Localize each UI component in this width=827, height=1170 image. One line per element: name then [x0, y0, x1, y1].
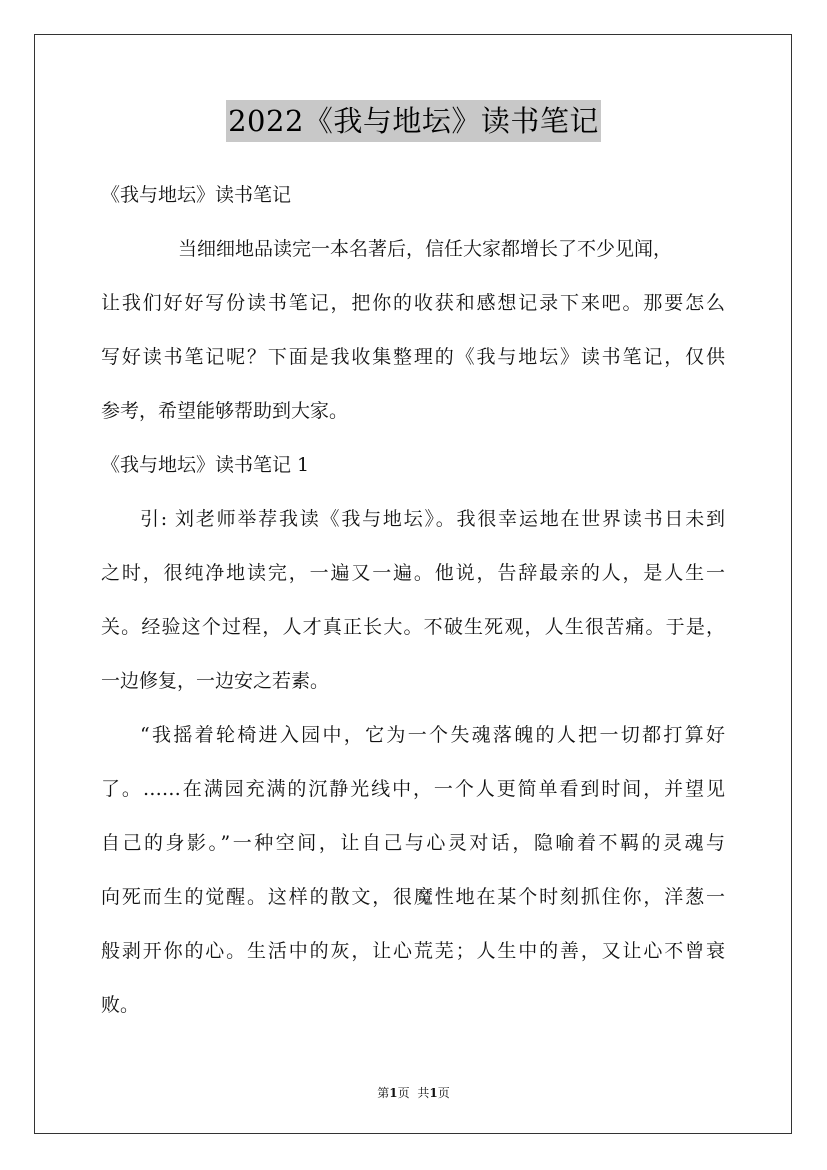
- para1-line-4: 一边修复，一边安之若素。: [101, 670, 330, 692]
- para2-line-5: 般剥开你的心。生活中的灰，让心荒芜；人生中的善，又让心不曾衰: [101, 940, 725, 962]
- intro-line-4: 参考，希望能够帮助到大家。: [101, 400, 349, 422]
- footer-total-suffix: 页: [437, 1086, 450, 1100]
- section-heading: 《我与地坛》读书笔记 1: [101, 454, 310, 476]
- para2-line-3: 自己的身影。”一种空间，让自己与心灵对话，隐喻着不羁的灵魂与: [101, 832, 725, 854]
- footer-total-number: 1: [429, 1086, 438, 1100]
- footer-page-prefix: 第: [377, 1086, 390, 1100]
- intro-line-1: 当细细地品读完一本名著后，信任大家都增长了不少见闻，: [178, 238, 673, 260]
- para1-line-2: 之时，很纯净地读完，一遍又一遍。他说，告辞最亲的人，是人生一: [101, 562, 725, 584]
- footer-total-prefix: 共: [417, 1086, 430, 1100]
- para1-line-1: 引: 刘老师举荐我读《我与地坛》。我很幸运地在世界读书日未到: [140, 508, 725, 530]
- subtitle: 《我与地坛》读书笔记: [101, 184, 292, 206]
- para2-line-6: 败。: [101, 994, 140, 1016]
- title-wrap: [0, 100, 827, 142]
- document-title: 2022《我与地坛》读书笔记: [226, 100, 601, 142]
- footer-page-number: 1: [389, 1086, 398, 1100]
- footer-page-suffix: 页: [397, 1086, 410, 1100]
- page-footer: [0, 1084, 827, 1101]
- para2-line-2: 了。……在满园充满的沉静光线中，一个人更简单看到时间，并望见: [101, 778, 725, 800]
- para2-line-1: “我摇着轮椅进入园中，它为一个失魂落魄的人把一切都打算好: [140, 724, 725, 746]
- para1-line-3: 关。经验这个过程，人才真正长大。不破生死观，人生很苦痛。于是，: [101, 616, 725, 638]
- intro-line-2: 让我们好好写份读书笔记，把你的收获和感想记录下来吧。那要怎么: [101, 292, 725, 314]
- intro-line-3: 写好读书笔记呢？下面是我收集整理的《我与地坛》读书笔记，仅供: [101, 346, 725, 368]
- para2-line-4: 向死而生的觉醒。这样的散文，很魔性地在某个时刻抓住你，洋葱一: [101, 886, 725, 908]
